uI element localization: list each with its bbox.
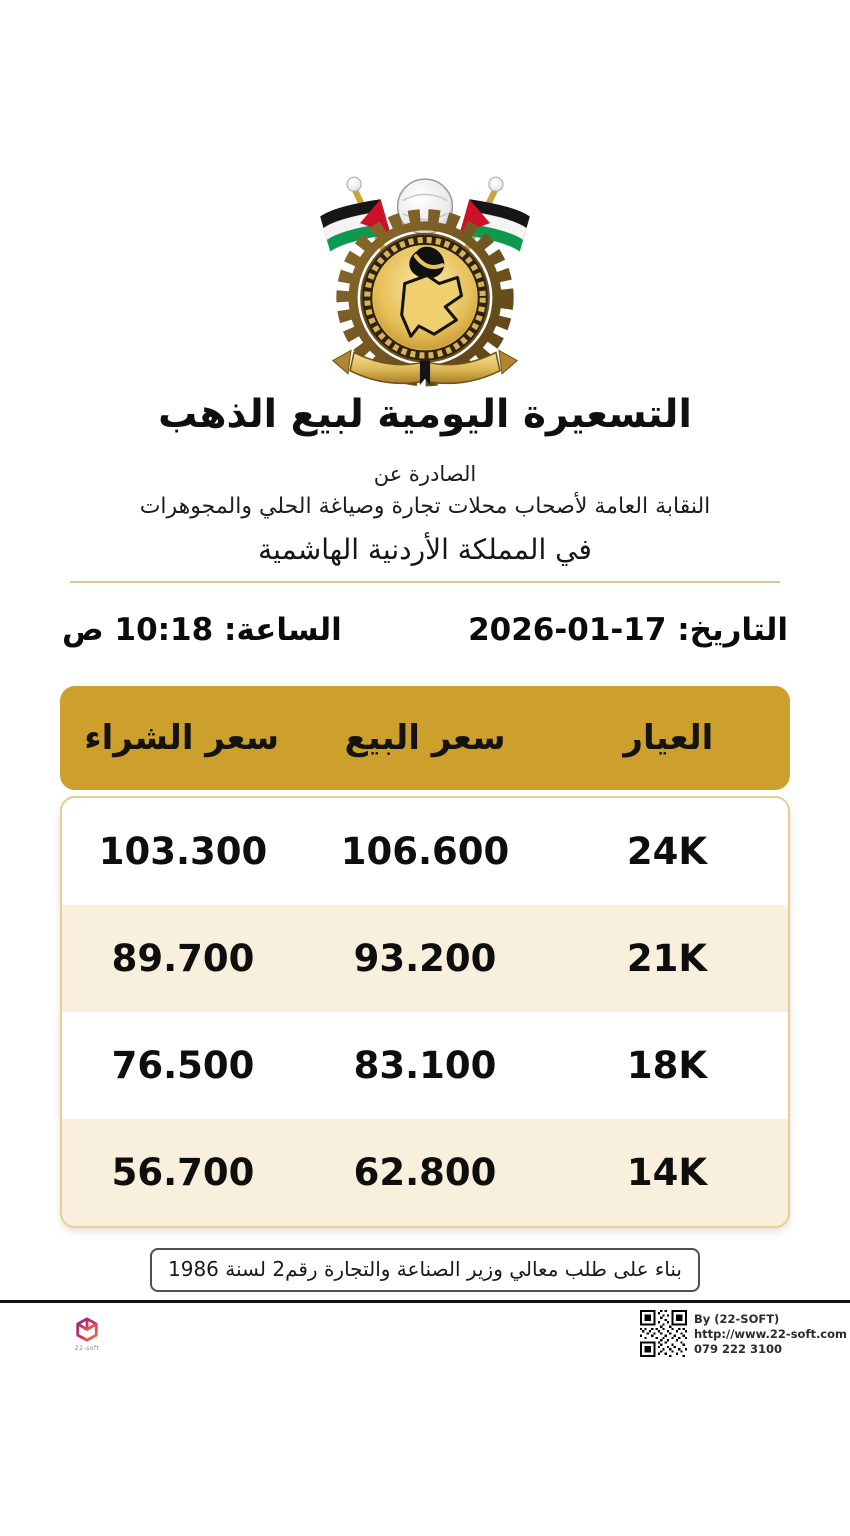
qr-code	[640, 1310, 687, 1357]
column-header-buy: سعر الشراء	[84, 718, 280, 758]
karat-cell: 14K	[626, 1151, 708, 1194]
column-header-karat: العيار	[623, 718, 714, 758]
credit-by: By (22-SOFT)	[694, 1312, 780, 1326]
vendor-credit-text	[694, 1310, 847, 1357]
datetime-row	[62, 612, 788, 648]
karat-cell: 21K	[626, 937, 708, 980]
time-value: 10:18 ص	[62, 612, 214, 648]
vendor-logo	[70, 1316, 104, 1352]
syndicate-emblem-graphic	[303, 168, 547, 396]
buy-price-cell: 76.500	[111, 1044, 255, 1087]
sell-price-cell: 62.800	[353, 1151, 497, 1194]
table-header-row	[60, 686, 790, 790]
gold-divider	[70, 581, 780, 583]
legal-note: بناء على طلب معالي وزير الصناعة والتجارة رقم2 لسنة 1986	[150, 1248, 700, 1292]
table-row-14k	[62, 1119, 788, 1226]
sell-price-cell: 106.600	[340, 830, 510, 873]
karat-cell: 18K	[626, 1044, 708, 1087]
table-row-21k	[62, 905, 788, 1012]
issuer-name: النقابة العامة لأصحاب محلات تجارة وصياغة الحلي والمجوهرات	[139, 494, 711, 519]
bottom-divider	[0, 1300, 850, 1303]
syndicate-logo	[303, 168, 547, 396]
date-label: التاريخ:	[677, 612, 788, 648]
buy-price-cell: 56.700	[111, 1151, 255, 1194]
vendor-credit	[640, 1310, 847, 1357]
time-label: الساعة:	[223, 612, 342, 648]
buy-price-cell: 89.700	[111, 937, 255, 980]
page-title: التسعيرة اليومية لبيع الذهب	[158, 392, 692, 437]
table-row-18k	[62, 1012, 788, 1119]
issued-by-label: الصادرة عن	[373, 462, 477, 486]
gold-price-table	[60, 686, 790, 1228]
column-header-sell: سعر البيع	[344, 718, 506, 758]
vendor-logo-caption: 22-soft	[74, 1345, 100, 1352]
kingdom-line: في المملكة الأردنية الهاشمية	[258, 533, 592, 566]
sell-price-cell: 83.100	[353, 1044, 497, 1087]
date-value: 17-01-2026	[468, 612, 667, 648]
credit-website: http://www.22-soft.com	[694, 1326, 848, 1341]
credit-phone: 079 222 3100	[694, 1341, 783, 1356]
time-field	[62, 612, 342, 648]
table-body	[60, 796, 790, 1228]
buy-price-cell: 103.300	[98, 830, 268, 873]
qr-code-graphic	[640, 1310, 687, 1357]
date-field	[468, 612, 788, 648]
karat-cell: 24K	[626, 830, 708, 873]
sell-price-cell: 93.200	[353, 937, 497, 980]
cube-icon	[74, 1316, 100, 1344]
table-row-24k	[62, 798, 788, 905]
